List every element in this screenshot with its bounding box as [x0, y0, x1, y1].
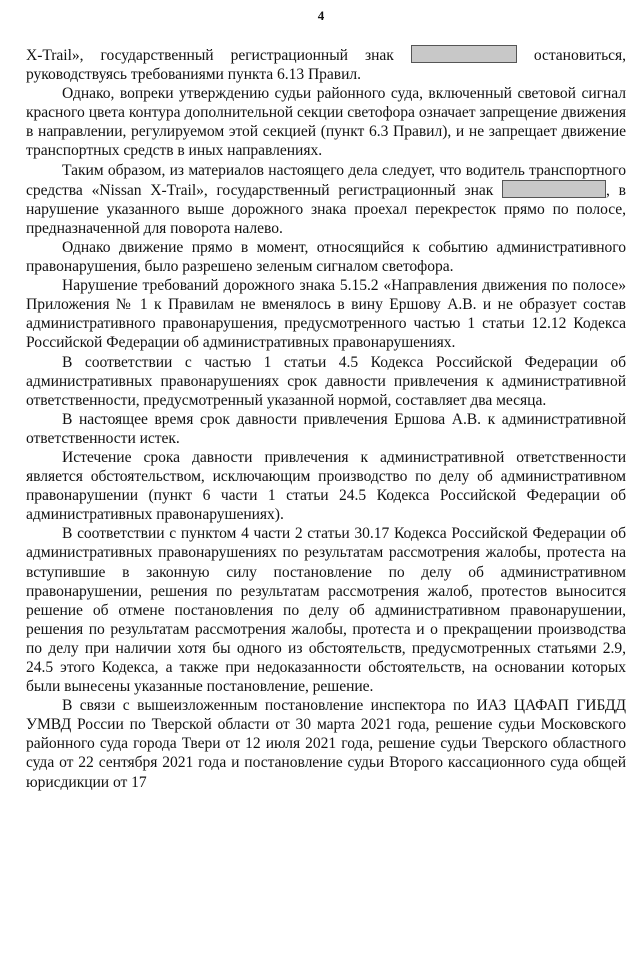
paragraph-4: Однако движение прямо в момент, относящийся к событию административного правонарушения, было разрешено зеленым сигналом светофора. — [26, 238, 626, 276]
paragraph-9: В соответствии с пунктом 4 части 2 статьи 30.17 Кодекса Российской Федерации об административных правонарушениях по результатам рассмотрения жалобы, протеста на вступившие в законную силу постановление по делу об административном правонарушении, решения по результатам рассмотрения жалоб, протестов выносится решение об отмене постановления по делу об административном правонарушении, решения по результатам рассмотрения жалобы, протеста и о прекращении производства по делу при наличии хотя бы одного из обстоятельств, предусмотренных статьями 2.9, 24.5 этого Кодекса, а также при недоказанности обстоятельств, на основании которых были вынесены указанные постановление, решение. — [26, 525, 626, 696]
paragraph-1-text-a: X-Trail», государственный регистрационный знак — [26, 47, 411, 64]
paragraph-2: Однако, вопреки утверждению судьи районного суда, включенный световой сигнал красного цвета контура дополнительной секции светофора означает запрещение движения в направлении, регулируемом этой секцией (пункт 6.3 Правил), и не запрещает движение транспортных средств в иных направлениях. — [26, 85, 626, 160]
paragraph-6: В соответствии с частью 1 статьи 4.5 Кодекса Российской Федерации об административных правонарушениях срок давности привлечения к административной ответственности, предусмотренный указанной нормой, составляет два месяца. — [26, 353, 626, 409]
paragraph-3 — [26, 161, 626, 238]
page-number: 4 — [317, 8, 325, 23]
document-body — [26, 45, 626, 792]
paragraph-1-text-b: остановиться, руководствуясь требованиями пункта 6.13 Правил. — [26, 47, 626, 84]
paragraph-8: Истечение срока давности привлечения к административной ответственности является обстоятельством, исключающим производство по делу об административном правонарушении (пункт 6 части 1 статьи 24.5 Кодекса Российской Федерации об административных правонарушениях). — [26, 448, 626, 524]
paragraph-3-text-a: Таким образом, из материалов настоящего дела следует, что водитель транспортного средства «Nissan X-Trail», государственный регистрационный знак — [26, 161, 626, 199]
paragraph-5: Нарушение требований дорожного знака 5.15.2 «Направления движения по полосе» Приложения № 1 к Правилам не вменялось в вину Ершову А.В. и не образует состав административного правонарушения, предусмотренного частью 1 статьи 12.12 Кодекса Российской Федерации об административных правонарушениях. — [26, 277, 626, 352]
redacted-plate-number — [502, 180, 606, 198]
paragraph-10: В связи с вышеизложенным постановление инспектора по ИАЗ ЦАФАП ГИБДД УМВД России по Тверской области от 30 марта 2021 года, решение судьи Московского районного суда города Твери от 12 июля 2021 года, решение судьи Тверского областного суда от 22 сентября 2021 года и постановление судьи Второго кассационного суда общей юрисдикции от 17 — [26, 697, 626, 791]
paragraph-3-text-b: , в нарушение указанного выше дорожного знака проехал перекресток прямо по полосе, предназначенной для поворота налево. — [26, 181, 626, 237]
paragraph-7: В настоящее время срок давности привлечения Ершова А.В. к административной ответственности истек. — [26, 410, 626, 447]
redacted-plate-number — [411, 45, 517, 63]
paragraph-1 — [26, 45, 626, 84]
